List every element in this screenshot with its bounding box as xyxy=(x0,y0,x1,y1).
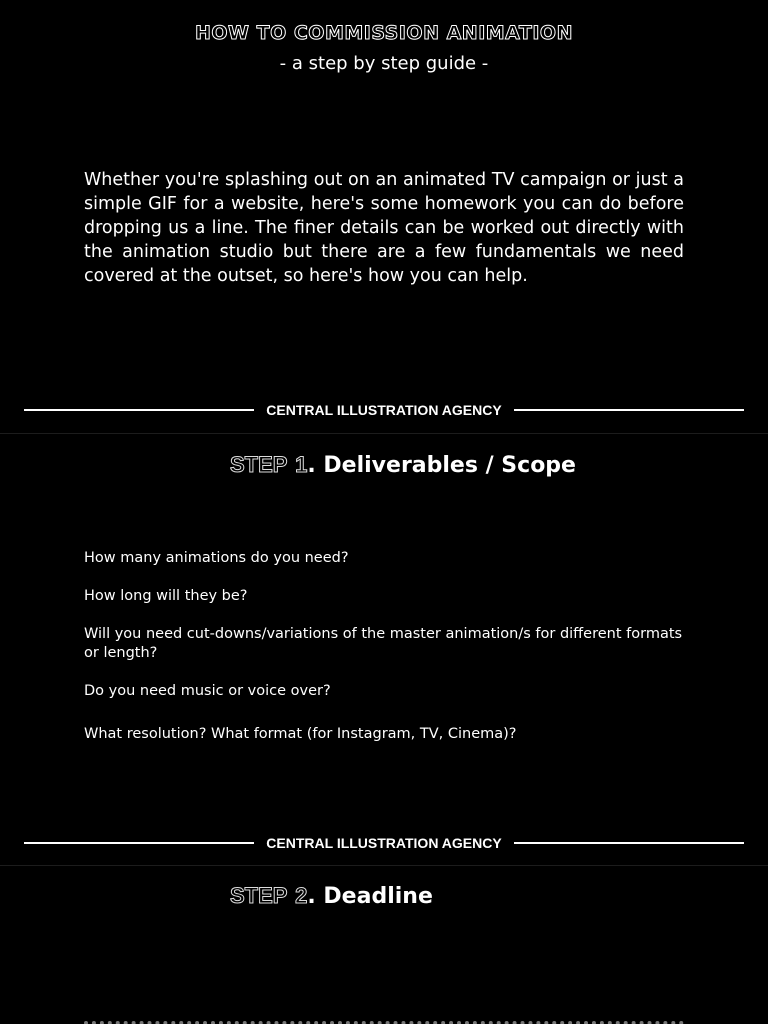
divider-line xyxy=(514,842,744,844)
divider-line xyxy=(24,409,254,411)
document-title: HOW TO COMMISSION ANIMATION xyxy=(195,22,573,44)
divider-line xyxy=(24,842,254,844)
step-prefix: STEP xyxy=(230,883,288,908)
agency-footer xyxy=(24,833,744,853)
cropped-text-line xyxy=(84,1016,684,1024)
page-3 xyxy=(0,865,768,1024)
page-1 xyxy=(0,0,768,432)
step-prefix: STEP xyxy=(230,452,288,477)
question-item: What resolution? What format (for Instagram, TV, Cinema)? xyxy=(84,726,517,742)
document-subtitle: - a step by step guide - xyxy=(279,53,489,74)
step-dot: . xyxy=(307,453,316,478)
step-number: 2 xyxy=(295,883,308,908)
agency-name: CENTRAL ILLUSTRATION AGENCY xyxy=(266,402,502,418)
question-item: How many animations do you need? xyxy=(84,550,349,566)
agency-footer xyxy=(24,400,744,420)
step-dot: . xyxy=(307,884,316,909)
step-title: Deliverables / Scope xyxy=(323,453,576,478)
agency-name: CENTRAL ILLUSTRATION AGENCY xyxy=(266,835,502,851)
step-number: 1 xyxy=(295,452,308,477)
divider-line xyxy=(514,409,744,411)
question-item: Will you need cut-downs/variations of the master animation/s for different formats or length? xyxy=(84,626,683,661)
page-2 xyxy=(0,433,768,865)
question-item: Do you need music or voice over? xyxy=(84,683,331,699)
question-item: How long will they be? xyxy=(84,588,248,604)
step-title: Deadline xyxy=(323,884,433,909)
step-2-heading xyxy=(230,882,433,911)
step-1-heading xyxy=(230,451,576,480)
intro-paragraph: Whether you're splashing out on an animated TV campaign or just a simple GIF for a website, here's some homework you can do before dropping us a line. The finer details can be worked out directly with the animation studio but there are a few fundamentals we need covered at the outset, so here's how you can help. xyxy=(84,170,684,286)
